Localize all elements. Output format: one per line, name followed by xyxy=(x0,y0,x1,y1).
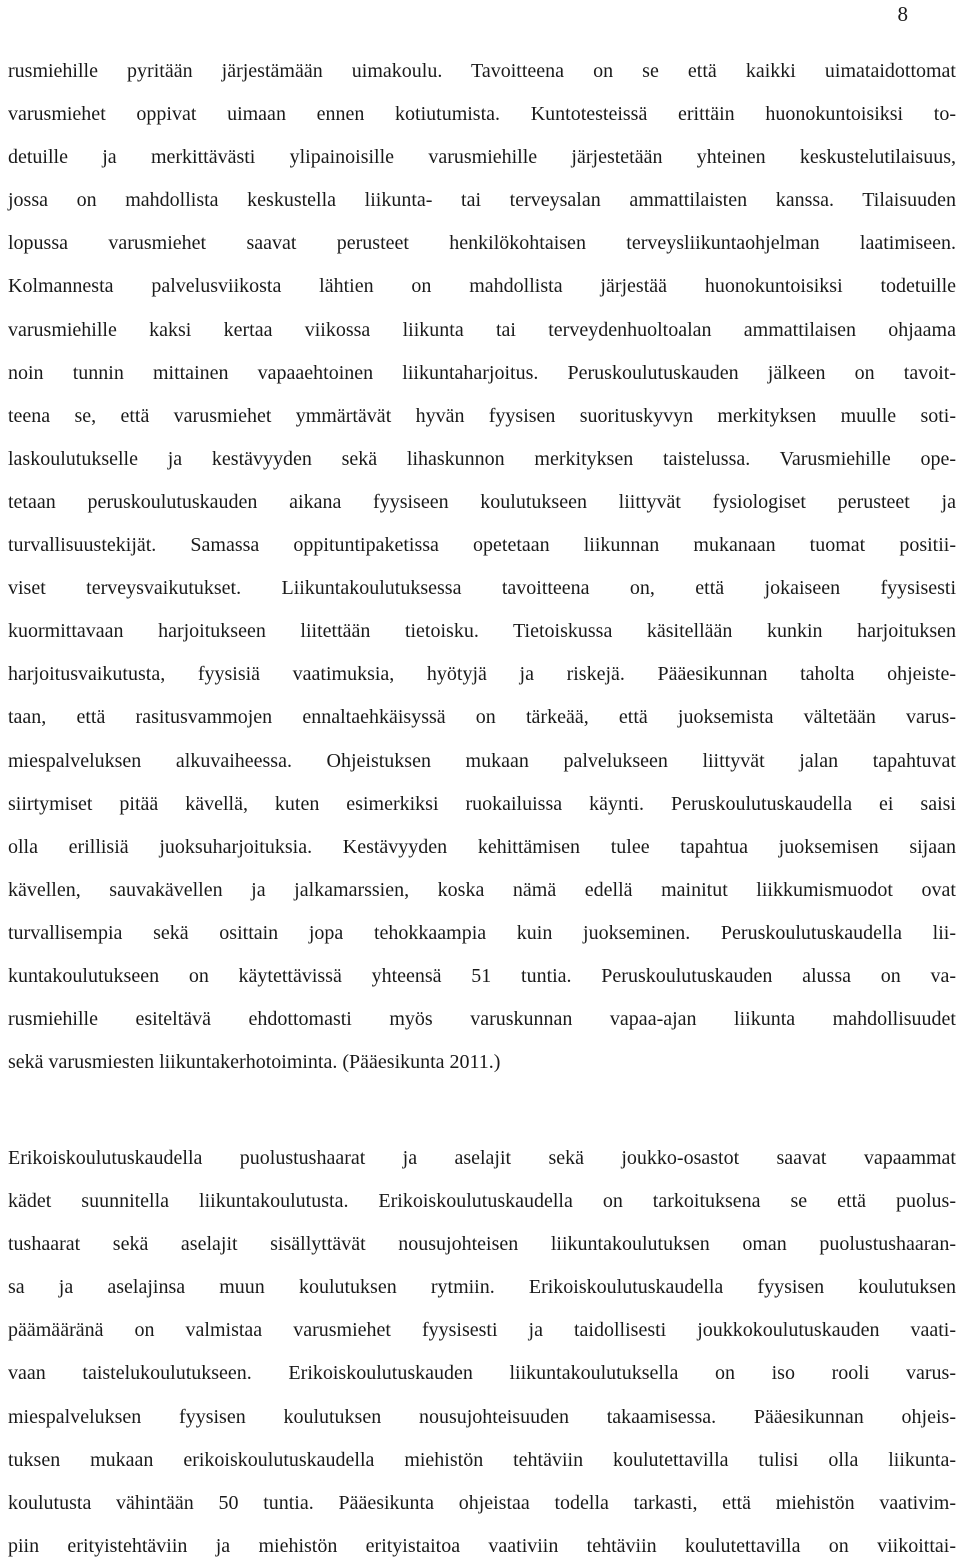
text-line: koulutusta vähintään 50 tuntia. Pääesikunta ohjeistaa todella tarkasti, että miehistön vaativim- xyxy=(8,1491,956,1514)
text-line: siirtymiset pitää kävellä, kuten esimerkiksi ruokailuissa käynti. Peruskoulutuskaudella ei saisi xyxy=(8,792,956,815)
text-line: Kolmannesta palvelusviikosta lähtien on mahdollista järjestää huonokuntoisiksi todetuille xyxy=(8,275,956,298)
text-line: noin tunnin mittainen vapaaehtoinen liikuntaharjoitus. Peruskoulutuskauden jälkeen on tavoit- xyxy=(8,361,956,384)
text-line: jossa on mahdollista keskustella liikunta- tai terveysalan ammattilaisten kanssa. Tilaisuuden xyxy=(8,189,956,212)
text-line: kuntakoulutukseen on käytettävissä yhteensä 51 tuntia. Peruskoulutuskauden alussa on va- xyxy=(8,964,956,987)
text-line: kuormittavaan harjoitukseen liitettään tietoisku. Tietoiskussa käsitellään kunkin harjoituksen xyxy=(8,620,956,643)
text-line: harjoitusvaikutusta, fyysisiä vaatimuksia, hyötyjä ja riskejä. Pääesikunnan taholta ohjeiste- xyxy=(8,663,956,686)
text-line: varusmiehet oppivat uimaan ennen kotiutumista. Kuntotesteissä erittäin huonokuntoisiksi to- xyxy=(8,103,956,126)
text-line: varusmiehille kaksi kertaa viikossa liikunta tai terveydenhuoltoalan ammattilaisen ohjaama xyxy=(8,318,956,341)
text-line: Erikoiskoulutuskaudella puolustushaarat ja aselajit sekä joukko-osastot saavat vapaammat xyxy=(8,1147,956,1169)
text-line: tetaan peruskoulutuskauden aikana fyysiseen koulutukseen liittyvät fysiologiset perusteet ja xyxy=(8,490,956,513)
text-line: olla erillisiä juoksuharjoituksia. Kestävyyden kehittämisen tulee tapahtua juoksemisen sijaan xyxy=(8,835,956,858)
text-line: kädet suunnitella liikuntakoulutusta. Erikoiskoulutuskaudella on tarkoituksena se että puolus- xyxy=(8,1190,956,1213)
text-line: piin erityistehtäviin ja miehistön erityistaitoa vaativiin tehtäviin koulutettavilla on viikoittai- xyxy=(8,1534,956,1557)
text-line: rusmiehille esiteltävä ehdottomasti myös varuskunnan vapaa-ajan liikunta mahdollisuudet xyxy=(8,1008,956,1031)
paragraph-2 xyxy=(8,1137,956,1568)
text-line: miespalveluksen fyysisen koulutuksen nousujohteisuuden takaamisessa. Pääesikunnan ohjeis- xyxy=(8,1405,956,1428)
text-line: taan, että rasitusvammojen ennaltaehkäisyssä on tärkeää, että juoksemista vältetään varus- xyxy=(8,706,956,729)
text-line: rusmiehille pyritään järjestämään uimakoulu. Tavoitteena on se että kaikki uimataidottomat xyxy=(8,60,956,82)
page-number: 8 xyxy=(897,2,908,26)
text-line: lopussa varusmiehet saavat perusteet henkilökohtaisen terveysliikuntaohjelman laatimiseen. xyxy=(8,232,956,255)
text-line: sekä varusmiesten liikuntakerhotoiminta. (Pääesikunta 2011.) xyxy=(8,1051,501,1074)
text-line: turvallisempia sekä osittain jopa tehokkaampia kuin juokseminen. Peruskoulutuskaudella lii- xyxy=(8,921,956,944)
text-line: sa ja aselajinsa muun koulutuksen rytmiin. Erikoiskoulutuskaudella fyysisen koulutuksen xyxy=(8,1276,956,1299)
text-line: miespalveluksen alkuvaiheessa. Ohjeistuksen mukaan palvelukseen liittyvät jalan tapahtuvat xyxy=(8,749,956,772)
text-line: vaan taistelukoulutukseen. Erikoiskoulutuskauden liikuntakoulutuksella on iso rooli varus- xyxy=(8,1362,956,1385)
text-line: viset terveysvaikutukset. Liikuntakoulutuksessa tavoitteena on, että jokaiseen fyysisesti xyxy=(8,577,956,600)
text-line: päämääränä on valmistaa varusmiehet fyysisesti ja taidollisesti joukkokoulutuskauden vaati- xyxy=(8,1319,956,1342)
paragraph-1 xyxy=(8,50,956,1084)
text-line: laskoulutukselle ja kestävyyden sekä lihaskunnon merkityksen taistelussa. Varusmiehille ope- xyxy=(8,447,956,470)
text-line: teena se, että varusmiehet ymmärtävät hyvän fyysisen suorituskyvyn merkityksen muulle soti- xyxy=(8,404,956,427)
text-line: tuksen mukaan erikoiskoulutuskaudella miehistön tehtäviin koulutettavilla tulisi olla liikunta- xyxy=(8,1448,956,1471)
text-line: turvallisuustekijät. Samassa oppituntipaketissa opetetaan liikunnan mukanaan tuomat positii- xyxy=(8,534,956,557)
text-line: kävellen, sauvakävellen ja jalkamarssien, koska nämä edellä mainitut liikkumismuodot ovat xyxy=(8,878,956,901)
text-line: tushaarat sekä aselajit sisällyttävät nousujohteisen liikuntakoulutuksen oman puolustushaaran- xyxy=(8,1233,956,1256)
text-line: detuille ja merkittävästi ylipainoisille varusmiehille järjestetään yhteinen keskustelutilaisuus, xyxy=(8,146,956,169)
